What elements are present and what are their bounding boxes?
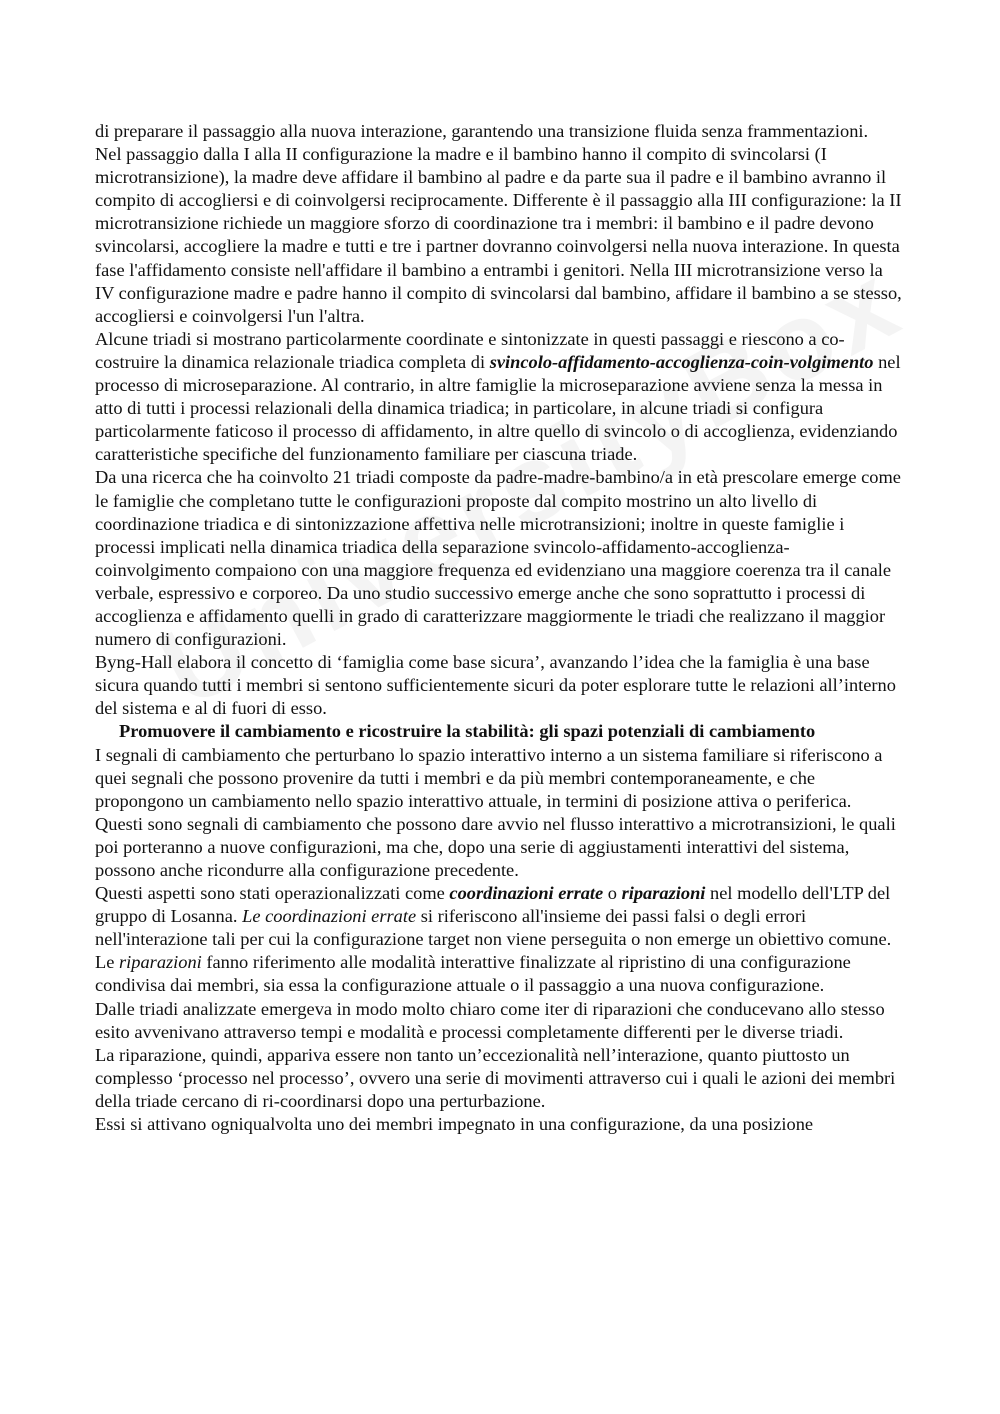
text-run: nel processo di microseparazione. Al contrario, in altre famiglie la microseparazione avviene senza la messa in atto di tutti i processi relazionali della dinamica triadica; in particolare, in alcune triadi si configura particolarmente faticoso il processo di affidamento, in altre quello di svincolo o di accoglienza, evidenziando caratteristiche specifiche del funzionamento familiare per ciascuna triade. <box>95 351 901 465</box>
text-run: o <box>603 883 622 904</box>
bold-italic-term: riparazioni <box>621 883 706 904</box>
paragraph: Dalle triadi analizzate emergeva in modo molto chiaro come iter di riparazioni che conducevano allo stesso esito avvenivano attraverso tempi e modalità e processi completamente differenti per le diverse triadi. <box>95 998 885 1042</box>
paragraph: Essi si attivano ogniqualvolta uno dei membri impegnato in una configurazione, da una posizione <box>95 1114 814 1135</box>
text-run: nel modello dell'LTP del gruppo di Losanna. <box>95 883 891 927</box>
italic-term: Le coordinazioni errate <box>242 906 417 927</box>
bold-italic-term: svincolo-affidamento-accoglienza-coin-volgimento <box>489 351 874 372</box>
paragraph <box>95 882 905 997</box>
document-body <box>95 120 905 1136</box>
paragraph: La riparazione, quindi, appariva essere non tanto un’eccezionalità nell’interazione, quanto piuttosto un complesso ‘processo nel processo’, ovvero una serie di movimenti attraverso cui i quali le azioni dei membri della triade cercano di ri-coordinarsi dopo una perturbazione. <box>95 1044 896 1111</box>
section-heading: Promuovere il cambiamento e ricostruire la stabilità: gli spazi potenziali di cambiamento <box>119 721 816 742</box>
text-run: Alcune triadi si mostrano particolarmente coordinate e sintonizzate in questi passaggi e riescono a co-costruire la dinamica relazionale triadica completa di <box>95 328 845 372</box>
bold-italic-term: coordinazioni errate <box>449 883 604 904</box>
italic-term: riparazioni <box>119 952 202 973</box>
paragraph: di preparare il passaggio alla nuova interazione, garantendo una transizione fluida senza frammentazioni. <box>95 121 869 141</box>
text-run: fanno riferimento alle modalità interattive finalizzate al ripristino di una configurazione condivisa dai membri, sia essa la configurazione attuale o il passaggio a una nuova configurazione. <box>95 952 851 996</box>
paragraph: Nel passaggio dalla I alla II configurazione la madre e il bambino hanno il compito di svincolarsi (I microtransizione), la madre deve affidare il bambino al padre e da parte sua il padre e il bambino avranno il compito di accogliersi e di coinvolgersi reciprocamente. Differente è il passaggio alla III configurazione: la II microtransizione richiede un maggiore sforzo di coordinazione tra i membri: il bambino e il padre devono svincolarsi, accogliere la madre e tutti e tre i partner dovranno coinvolgersi nella nuova interazione. In questa fase l'affidamento consiste nell'affidare il bambino a entrambi i genitori. Nella III microtransizione verso la IV configurazione madre e padre hanno il compito di svincolarsi dal bambino, affidare il bambino a se stesso, accogliersi e coinvolgersi l'un l'altra. <box>95 144 902 326</box>
text-run: si riferiscono all'insieme dei passi falsi o degli errori nell'interazione tali per cui la configurazione target non viene perseguita o non emerge un obiettivo comune. Le <box>95 906 892 973</box>
paragraph: I segnali di cambiamento che perturbano lo spazio interattivo interno a un sistema familiare si riferiscono a quei segnali che possono provenire da tutti i membri e da più membri contemporaneamente, e che propongono un cambiamento nello spazio interattivo attuale, in termini di posizione attiva o periferica. <box>95 744 883 811</box>
paragraph: Byng-Hall elabora il concetto di ‘famiglia come base sicura’, avanzando l’idea che la famiglia è una base sicura quando tutti i membri si sentono sufficientemente sicuri da poter esplorare tutte le relazioni all’interno del sistema e al di fuori di esso. <box>95 652 896 719</box>
text-run: Questi aspetti sono stati operazionalizzati come <box>95 883 450 904</box>
paragraph: Da una ricerca che ha coinvolto 21 triadi composte da padre-madre-bambino/a in età prescolare emerge come le famiglie che completano tutte le configurazioni proposte dal compito mostrino un alto livello di coordinazione triadica e di sintonizzazione affettiva nelle microtransizioni; inoltre in queste famiglie i processi implicati nella dinamica triadica della separazione svincolo-affidamento-accoglienza-coinvolgimento compaiono con una maggiore frequenza ed evidenziano una maggiore coerenza tra il canale verbale, espressivo e corporeo. Da uno studio successivo emerge anche che sono soprattutto i processi di accoglienza e affidamento quelli in grado di caratterizzare maggiormente le triadi che realizzano il maggior numero di configurazioni. <box>95 467 901 650</box>
paragraph <box>95 328 905 467</box>
paragraph: Questi sono segnali di cambiamento che possono dare avvio nel flusso interattivo a microtransizioni, le quali poi porteranno a nuove configurazioni, ma che, dopo una serie di aggiustamenti interattivi del sistema, possono anche ricondurre alla configurazione precedente. <box>95 813 896 880</box>
